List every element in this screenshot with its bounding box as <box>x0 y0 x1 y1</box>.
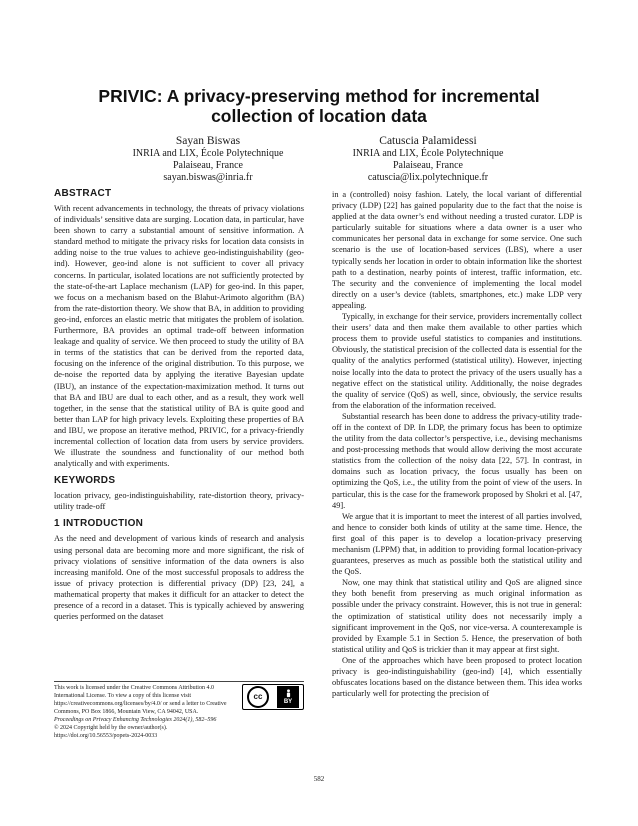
paper-title: PRIVIC: A privacy-preserving method for incremental collection of location data <box>98 86 540 126</box>
abstract-text: With recent advancements in technology, the threats of privacy violations of individuals’ sensitive data are surging. Location data, in particular, have been shown to carry a substantial amount of sensitive information. A standard method to mitigate the privacy risks for location data consists in adding noise to the true values to achieve geo-indistinguishability (geo-ind). However, geo-ind alone is not sufficient to cover all privacy concerns. In particular, isolated locations are not sufficiently protected by the state-of-the-art Laplace mechanism (LAP) for geo-ind. In this paper, we focus on a mechanism based on the Blahut-Arimoto algorithm (BA) from the rate-distortion theory. We show that BA, in addition to providing geo-ind, enforces an elastic metric that mitigates the problem of isolation. Furthermore, BA provides an optimal trade-off between information leakage and quality of service. We then proceed to study the utility of BA in terms of the statistics that can be derived from the reported data, focusing on the inference of the original distribution. To this purpose, we de-noise the reported data by applying the iterative Bayesian update (IBU), an instance of the expectation-maximization method. It turns out that BA and IBU are dual to each other, and as a result, they work well together, in the sense that the statistical utility of BA is quite good and better than LAP for high privacy levels. Exploiting these properties of BA and IBU, we propose an iterative method, PRIVIC, for a privacy-friendly incremental collection of location data from users by service providers. We illustrate the soundness and functionality of our method both analytically and with experiments. <box>54 204 304 469</box>
person-icon <box>284 689 293 698</box>
author-location: Palaiseau, France <box>173 160 243 171</box>
keywords-text: location privacy, geo-indistinguishability, rate-distortion theory, privacy-utility trade-off <box>54 491 304 512</box>
author-block-1 <box>108 134 308 184</box>
proceedings-line: Proceedings on Privacy Enhancing Technologies 2024(1), 582–596 <box>54 717 217 723</box>
intro-paragraph-2: Typically, in exchange for their service, providers incrementally collect their users’ data and then make them available to other parties which process them to provide useful statistics to companies and institutions. Obviously, the statistical precision of the collected data is essential for the quality of the analytics performed (statistical utility). However, injecting noise locally into the data to protect the privacy of the users usually has a negative effect on the statistical utility. Additionally, the noise degrades the quality of service (QoS) as well, since, obviously, the service results from the elaboration of the information received. <box>332 312 582 410</box>
abstract-heading: ABSTRACT <box>54 188 112 199</box>
doi-link[interactable]: https://doi.org/10.56553/popets-2024-0033 <box>54 733 158 739</box>
by-label: BY <box>283 698 293 705</box>
author-block-2 <box>328 134 528 184</box>
intro-paragraph-4: We argue that it is important to meet the interest of all parties involved, and hence to consider both kinds of utility at the same time. Hence, the first goal of this paper is to develop a location-privacy preserving mechanism (LPPM) that, in addition to providing formal location-privacy guarantees, preserves as much as possible both the statistical utility and the QoS. <box>332 511 582 577</box>
left-column <box>54 188 304 622</box>
cc-by-badge[interactable] <box>242 684 304 710</box>
license-text: This work is licensed under the Creative Commons Attribution 4.0 International License. To view a copy of this license visit https://creativecommons.org/licenses/by/4.0/ or send a letter to Creative Commons, PO Box 1866, Mountain View, CA 94042, USA. <box>54 685 227 715</box>
right-column <box>332 189 582 699</box>
author-affiliation: INRIA and LIX, École Polytechnique <box>132 148 284 159</box>
author-email: sayan.biswas@inria.fr <box>163 172 253 183</box>
author-email: catuscia@lix.polytechnique.fr <box>367 172 489 183</box>
intro-paragraph-6: One of the approaches which have been proposed to protect location privacy is geo-indistinguishability (geo-ind) [4], which essentially obfuscates locations based on the distance between them. This idea works particularly well for protecting the precision of <box>332 655 582 699</box>
intro-paragraph-1: As the need and development of various kinds of research and analysis using personal data are becoming more and more significant, the risk of privacy violations of sensitive information of the data owners is also increasing manifold. One of the most successful proposals to address the issue of privacy protection is differential privacy (DP) [23, 24], a mathematical property that makes it difficult for an attacker to detect the presence of a record in a dataset. This is typically achieved by answering queries performed on the dataset <box>54 534 304 622</box>
license-footnote <box>54 681 304 740</box>
attribution-icon <box>277 686 299 708</box>
cc-icon: cc <box>247 686 269 708</box>
author-name: Catuscia Palamidessi <box>379 135 477 147</box>
author-location: Palaiseau, France <box>393 160 463 171</box>
author-name: Sayan Biswas <box>175 135 241 147</box>
intro-paragraph-continued: in a (controlled) noisy fashion. Lately, the local variant of differential privacy (LDP) [22] has gained popularity due to the fact that the noise is applied at the data owner’s end without needing a trusted curator. LDP is particularly suitable for situations where a data owner is a user who communicates her personal data in exchange for some service. One such scenario is the use of location-based services (LBS), where a user typically sends her location in order to obtain information like the shortest path to a destination, nearby points of interest, traffic information, etc. The security and the convenience of implementing the local model directly on a user’s device (tablets, smartphones, etc.) make LDP very appealing. <box>332 190 582 310</box>
page-number: 582 <box>313 775 325 783</box>
introduction-heading: 1 INTRODUCTION <box>54 518 144 530</box>
author-affiliation: INRIA and LIX, École Polytechnique <box>352 148 504 159</box>
copyright-line: © 2024 Copyright held by the owner/author(s). <box>54 725 168 731</box>
intro-paragraph-5: Now, one may think that statistical utility and QoS are aligned since they both benefit from preserving as much original information as possible under the privacy constraint. However, this is not true in general: the optimization of statistical utility does not necessarily imply a significant improvement in the QoS, nor vice-versa. A counterexample is provided by Example 5.1 in Section 5. Hence, the preservation of both statistical utility and QoS is trickier than it may appear at first sight. <box>332 578 582 654</box>
intro-paragraph-3: Substantial research has been done to address the privacy-utility trade-off in the context of DP. In LDP, the primary focus has been to optimize the utility from the data collector’s perspective, i.e., devising mechanisms and post-processing methods that would allow deriving the most accurate statistics from the collection of the noisy data [22, 57]. In contrast, in domains such as location privacy, the focus usually has been on optimizing the QoS, i.e., the utility from the point of view of the users. In particular, this is the case for the framework proposed by Shokri et al. [47, 49]. <box>332 411 582 510</box>
keywords-heading: KEYWORDS <box>54 475 116 487</box>
